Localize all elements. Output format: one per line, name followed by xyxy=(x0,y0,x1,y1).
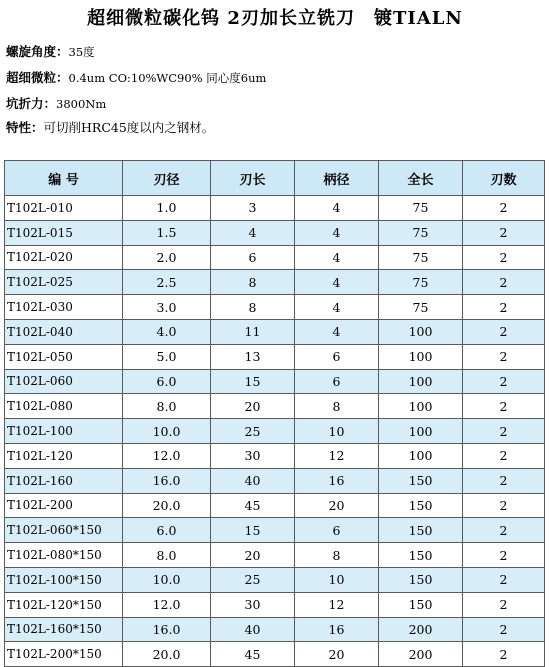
cell-blade-diameter: 16.0 xyxy=(123,468,211,493)
table-row xyxy=(5,245,545,270)
cell-blade-length: 40 xyxy=(211,468,295,493)
cell-code: T102L-100*150 xyxy=(5,567,123,592)
table-row xyxy=(5,344,545,369)
spec-value: 35度 xyxy=(68,45,95,59)
cell-blade-diameter: 5.0 xyxy=(123,344,211,369)
cell-blade-diameter: 12.0 xyxy=(123,592,211,617)
cell-blade-length: 20 xyxy=(211,543,295,568)
table-row xyxy=(5,196,545,221)
cell-blade-diameter: 8.0 xyxy=(123,394,211,419)
cell-code: T102L-030 xyxy=(5,295,123,320)
cell-code: T102L-050 xyxy=(5,344,123,369)
cell-flute-count: 2 xyxy=(463,196,545,221)
cell-shank-diameter: 20 xyxy=(295,493,379,518)
table-row xyxy=(5,443,545,468)
spec-bending-strength xyxy=(6,94,106,112)
cell-flute-count: 2 xyxy=(463,245,545,270)
cell-flute-count: 2 xyxy=(463,642,545,667)
spec-helix-angle xyxy=(6,42,95,60)
cell-shank-diameter: 6 xyxy=(295,369,379,394)
spec-value: 0.4um CO:10%WC90% 同心度6um xyxy=(68,71,267,85)
cell-blade-length: 45 xyxy=(211,642,295,667)
cell-code: T102L-200 xyxy=(5,493,123,518)
cell-total-length: 150 xyxy=(379,493,463,518)
cell-code: T102L-040 xyxy=(5,319,123,344)
cell-code: T102L-080*150 xyxy=(5,543,123,568)
cell-blade-length: 30 xyxy=(211,443,295,468)
cell-shank-diameter: 16 xyxy=(295,468,379,493)
cell-shank-diameter: 4 xyxy=(295,295,379,320)
cell-flute-count: 2 xyxy=(463,394,545,419)
cell-shank-diameter: 8 xyxy=(295,394,379,419)
table-row xyxy=(5,220,545,245)
cell-code: T102L-020 xyxy=(5,245,123,270)
cell-code: T102L-100 xyxy=(5,419,123,444)
cell-blade-length: 8 xyxy=(211,295,295,320)
cell-flute-count: 2 xyxy=(463,567,545,592)
cell-blade-diameter: 8.0 xyxy=(123,543,211,568)
table-row xyxy=(5,394,545,419)
cell-code: T102L-120 xyxy=(5,443,123,468)
table-row xyxy=(5,642,545,667)
cell-total-length: 75 xyxy=(379,270,463,295)
cell-code: T102L-080 xyxy=(5,394,123,419)
cell-flute-count: 2 xyxy=(463,369,545,394)
cell-blade-length: 6 xyxy=(211,245,295,270)
cell-blade-length: 13 xyxy=(211,344,295,369)
cell-total-length: 150 xyxy=(379,567,463,592)
cell-blade-diameter: 1.0 xyxy=(123,196,211,221)
table-row xyxy=(5,369,545,394)
cell-shank-diameter: 4 xyxy=(295,220,379,245)
cell-blade-length: 4 xyxy=(211,220,295,245)
cell-blade-diameter: 20.0 xyxy=(123,493,211,518)
table-row xyxy=(5,419,545,444)
table-row xyxy=(5,567,545,592)
cell-flute-count: 2 xyxy=(463,220,545,245)
cell-flute-count: 2 xyxy=(463,295,545,320)
cell-blade-length: 25 xyxy=(211,567,295,592)
cell-total-length: 75 xyxy=(379,220,463,245)
cell-total-length: 100 xyxy=(379,344,463,369)
product-table xyxy=(4,160,545,667)
cell-total-length: 75 xyxy=(379,245,463,270)
cell-code: T102L-015 xyxy=(5,220,123,245)
spec-label: 螺旋角度： xyxy=(6,44,69,59)
spec-value: 3800Nm xyxy=(56,97,107,111)
table-row xyxy=(5,319,545,344)
cell-blade-diameter: 3.0 xyxy=(123,295,211,320)
cell-blade-length: 30 xyxy=(211,592,295,617)
cell-total-length: 200 xyxy=(379,617,463,642)
table-row xyxy=(5,617,545,642)
cell-code: T102L-060*150 xyxy=(5,518,123,543)
cell-blade-diameter: 6.0 xyxy=(123,518,211,543)
cell-flute-count: 2 xyxy=(463,543,545,568)
cell-total-length: 200 xyxy=(379,642,463,667)
cell-total-length: 150 xyxy=(379,468,463,493)
cell-code: T102L-160 xyxy=(5,468,123,493)
cell-total-length: 100 xyxy=(379,419,463,444)
cell-shank-diameter: 4 xyxy=(295,270,379,295)
cell-flute-count: 2 xyxy=(463,270,545,295)
spec-feature xyxy=(6,118,214,136)
header-total-length: 全长 xyxy=(379,161,463,196)
cell-flute-count: 2 xyxy=(463,493,545,518)
cell-total-length: 150 xyxy=(379,518,463,543)
spec-value: 可切削HRC45度以内之钢材。 xyxy=(43,120,215,135)
cell-flute-count: 2 xyxy=(463,468,545,493)
cell-blade-diameter: 16.0 xyxy=(123,617,211,642)
cell-blade-length: 40 xyxy=(211,617,295,642)
cell-blade-length: 3 xyxy=(211,196,295,221)
cell-blade-diameter: 1.5 xyxy=(123,220,211,245)
cell-blade-diameter: 12.0 xyxy=(123,443,211,468)
cell-shank-diameter: 4 xyxy=(295,245,379,270)
table-row xyxy=(5,295,545,320)
page-title: 超细微粒碳化钨 2刃加长立铣刀 镀TIALN xyxy=(87,8,463,29)
spec-label: 坑折力： xyxy=(6,96,57,111)
cell-shank-diameter: 6 xyxy=(295,344,379,369)
cell-flute-count: 2 xyxy=(463,443,545,468)
cell-flute-count: 2 xyxy=(463,344,545,369)
cell-flute-count: 2 xyxy=(463,592,545,617)
table-row xyxy=(5,592,545,617)
cell-blade-diameter: 4.0 xyxy=(123,319,211,344)
cell-shank-diameter: 4 xyxy=(295,196,379,221)
cell-total-length: 150 xyxy=(379,543,463,568)
table-row xyxy=(5,468,545,493)
cell-shank-diameter: 12 xyxy=(295,443,379,468)
cell-flute-count: 2 xyxy=(463,419,545,444)
cell-blade-diameter: 6.0 xyxy=(123,369,211,394)
cell-blade-diameter: 10.0 xyxy=(123,567,211,592)
cell-code: T102L-160*150 xyxy=(5,617,123,642)
cell-code: T102L-060 xyxy=(5,369,123,394)
spec-micro-grain xyxy=(6,68,266,86)
cell-total-length: 100 xyxy=(379,369,463,394)
cell-shank-diameter: 20 xyxy=(295,642,379,667)
header-blade-length: 刃长 xyxy=(211,161,295,196)
cell-flute-count: 2 xyxy=(463,518,545,543)
cell-shank-diameter: 4 xyxy=(295,319,379,344)
cell-shank-diameter: 16 xyxy=(295,617,379,642)
header-flute-count: 刃数 xyxy=(463,161,545,196)
cell-blade-length: 20 xyxy=(211,394,295,419)
cell-total-length: 100 xyxy=(379,443,463,468)
cell-total-length: 100 xyxy=(379,394,463,419)
cell-code: T102L-120*150 xyxy=(5,592,123,617)
header-shank-diameter: 柄径 xyxy=(295,161,379,196)
cell-shank-diameter: 10 xyxy=(295,419,379,444)
cell-code: T102L-025 xyxy=(5,270,123,295)
cell-shank-diameter: 12 xyxy=(295,592,379,617)
cell-flute-count: 2 xyxy=(463,319,545,344)
table-header-row xyxy=(5,161,545,196)
cell-blade-length: 8 xyxy=(211,270,295,295)
table-row xyxy=(5,543,545,568)
header-code: 编 号 xyxy=(5,161,123,196)
cell-total-length: 75 xyxy=(379,196,463,221)
cell-blade-length: 45 xyxy=(211,493,295,518)
cell-blade-length: 15 xyxy=(211,369,295,394)
cell-shank-diameter: 6 xyxy=(295,518,379,543)
header-blade-diameter: 刃径 xyxy=(123,161,211,196)
cell-flute-count: 2 xyxy=(463,617,545,642)
cell-total-length: 100 xyxy=(379,319,463,344)
cell-code: T102L-200*150 xyxy=(5,642,123,667)
cell-total-length: 75 xyxy=(379,295,463,320)
cell-blade-length: 15 xyxy=(211,518,295,543)
table-row xyxy=(5,270,545,295)
cell-blade-diameter: 10.0 xyxy=(123,419,211,444)
table-row xyxy=(5,493,545,518)
spec-label: 特性： xyxy=(6,120,44,135)
cell-blade-diameter: 2.5 xyxy=(123,270,211,295)
cell-shank-diameter: 8 xyxy=(295,543,379,568)
spec-label: 超细微粒： xyxy=(6,70,69,85)
cell-blade-diameter: 20.0 xyxy=(123,642,211,667)
cell-blade-length: 11 xyxy=(211,319,295,344)
cell-total-length: 150 xyxy=(379,592,463,617)
cell-blade-length: 25 xyxy=(211,419,295,444)
cell-shank-diameter: 10 xyxy=(295,567,379,592)
cell-code: T102L-010 xyxy=(5,196,123,221)
table-row xyxy=(5,518,545,543)
cell-blade-diameter: 2.0 xyxy=(123,245,211,270)
